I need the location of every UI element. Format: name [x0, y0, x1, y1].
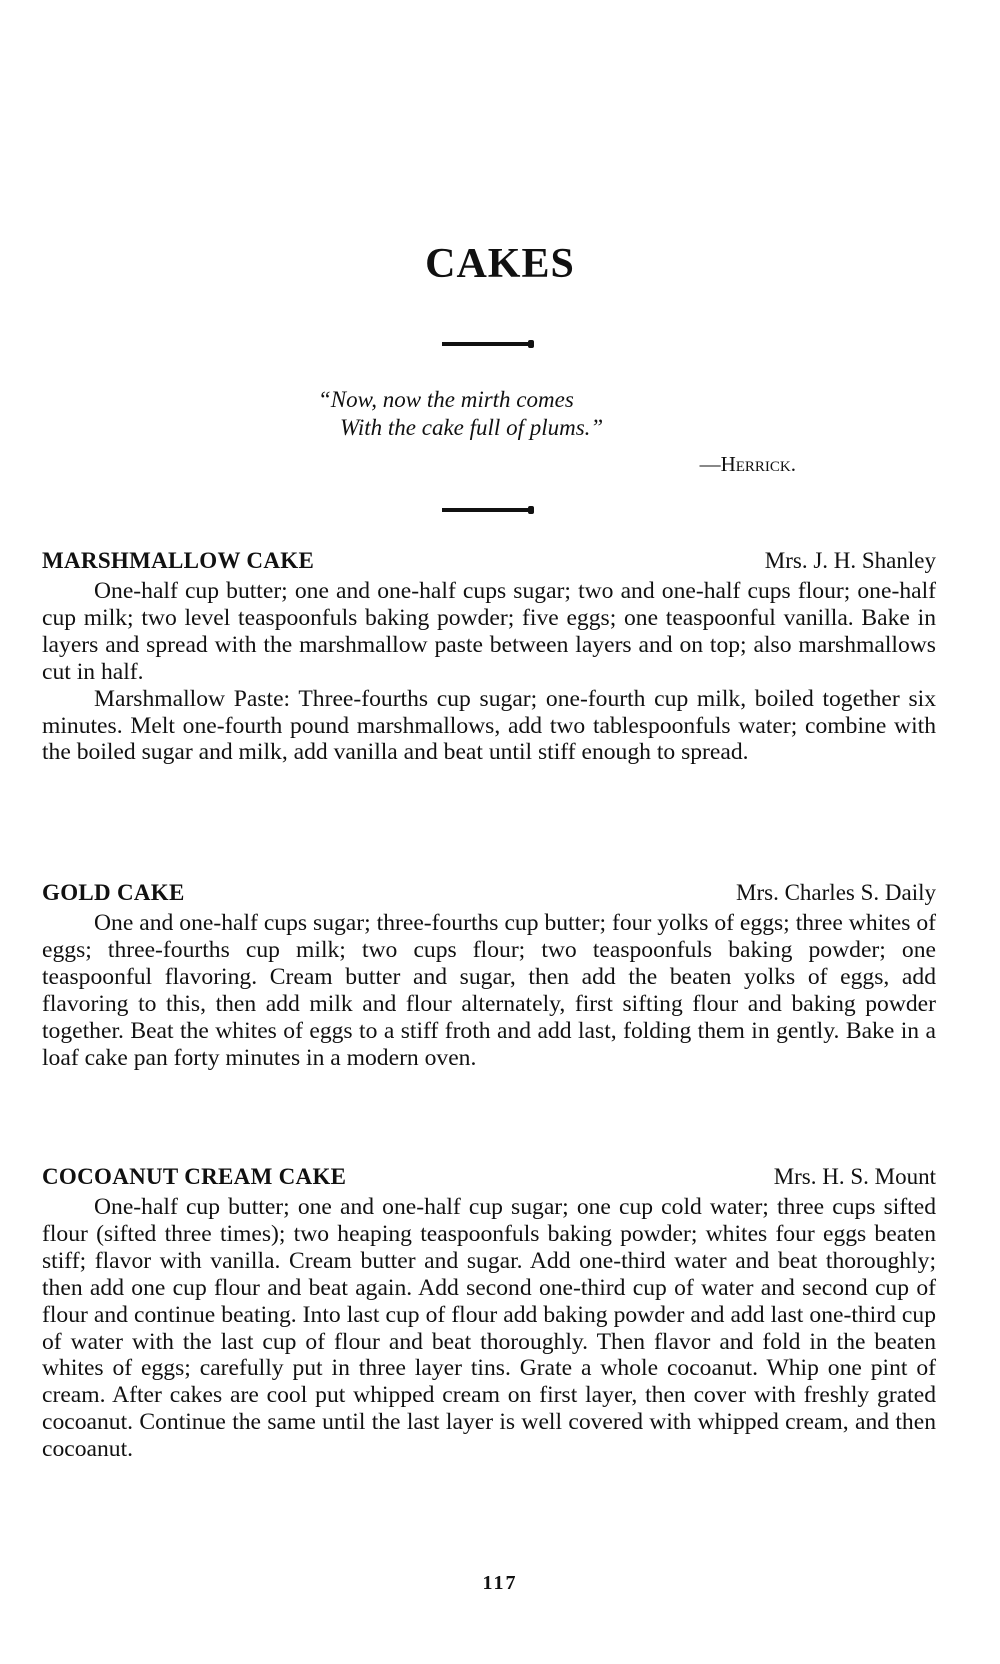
recipe-paragraph: One and one-half cups sugar; three-fourths cup butter; four yolks of eggs; three whites of eggs; three-fourths cup milk; two cups flour; two teaspoonfuls baking powder; one teaspoonful flavoring. Cream butter and sugar, then add the beaten yolks of eggs, add flavoring to this, then add milk and flour alternately, first sifting flour and baking powder together. Beat the whites of eggs to a stiff froth and add last, folding them in gently. Bake in a loaf cake pan forty minutes in a modern oven.	[42, 910, 936, 1071]
recipe-gold-cake	[42, 880, 936, 1071]
recipe-title: GOLD CAKE	[42, 880, 185, 905]
recipe-title: MARSHMALLOW CAKE	[42, 548, 315, 573]
recipe-paragraph: One-half cup butter; one and one-half cups sugar; two and one-half cups flour; one-half cup milk; two level teaspoonfuls baking powder; five eggs; one teaspoonful vanilla. Bake in layers and spread with the marshmallow paste between layers and on top; also marshmallows cut in half.	[42, 578, 936, 685]
recipe-paragraph: Marshmallow Paste: Three-fourths cup sugar; one-fourth cup milk, boiled together six minutes. Melt one-fourth pound marshmallows, add two tablespoonfuls water; combine with the boiled sugar and milk, add vanilla and beat until stiff enough to spread.	[42, 685, 936, 766]
epigraph	[318, 386, 798, 442]
epigraph-line-2: With the cake full of plums.”	[340, 415, 604, 440]
recipe-header	[42, 880, 936, 910]
recipe-header	[42, 548, 936, 578]
chapter-title: CAKES	[425, 241, 575, 287]
decorative-rule-top	[442, 342, 530, 346]
recipe-author: Mrs. J. H. Shanley	[764, 548, 936, 573]
decorative-rule-bottom	[442, 508, 530, 512]
page-number: 117	[482, 1572, 518, 1594]
epigraph-attribution: —Herrick.	[699, 452, 796, 476]
epigraph-line-1: “Now, now the mirth comes	[318, 387, 574, 412]
recipe-author: Mrs. H. S. Mount	[773, 1164, 936, 1189]
recipe-author: Mrs. Charles S. Daily	[736, 880, 936, 905]
recipe-header	[42, 1164, 936, 1194]
recipe-cocoanut-cream-cake	[42, 1164, 936, 1463]
recipe-marshmallow-cake	[42, 548, 936, 766]
recipe-title: COCOANUT CREAM CAKE	[42, 1164, 347, 1189]
recipe-paragraph: One-half cup butter; one and one-half cup sugar; one cup cold water; three cups sifted flour (sifted three times); two heaping teaspoonfuls baking powder; whites four eggs beaten stiff; flavor with vanilla. Cream butter and sugar. Add one-third water and beat thoroughly; then add one cup flour and beat again. Add second one-third cup of water and second cup of flour and continue beating. Into last cup of flour add baking powder and add last one-third cup of water with the last cup of flour and beat thoroughly. Then flavor and fold in the beaten whites of eggs; carefully put in three layer tins. Grate a whole cocoanut. Whip one pint of cream. After cakes are cool put whipped cream on first layer, then cover with freshly grated cocoanut. Continue the same until the last layer is well covered with whipped cream, and then cocoanut.	[42, 1194, 936, 1463]
